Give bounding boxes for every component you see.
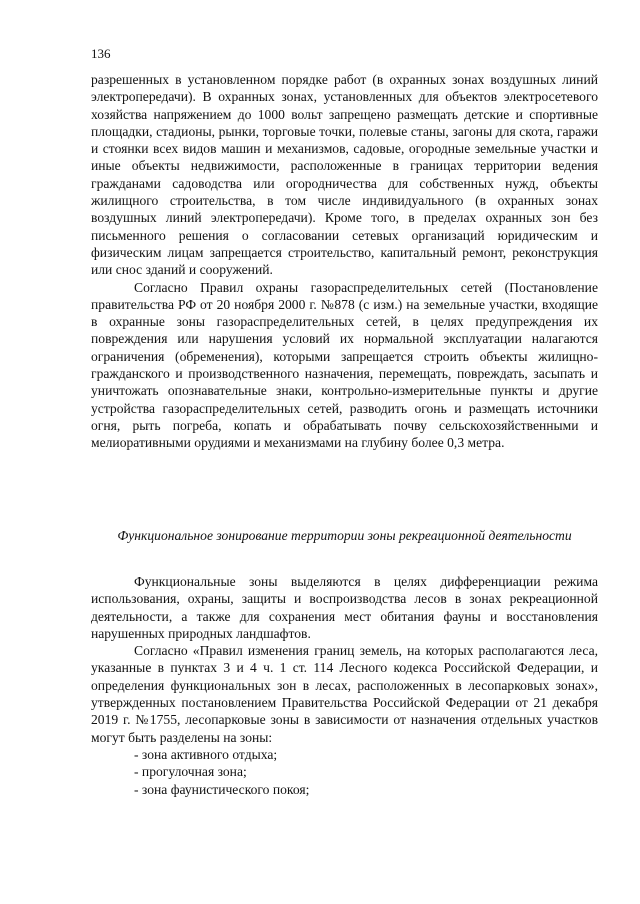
paragraph-power-lines: разрешенных в установленном порядке работ (в охранных зонах воздушных линий электропередачи). В охранных зонах, установленных для объектов электросетевого хозяйства напряжением до 1000 вольт запрещено размещать детские и спортивные площадки, стадионы, рынки, торговые точки, полевые станы, загоны для скота, гаражи и стоянки всех видов машин и механизмов, садовые, огородные земельные участки и иные объекты недвижимости, расположенные в границах территории ведения гражданами садоводства или огородничества для собственных нужд, объекты жилищного строительства, в том числе индивидуального (в охранных зонах воздушных линий электропередачи). Кроме того, в пределах охранных зон без письменного решения о согласовании сетевых организаций юридическим и физическим лицам запрещается строительство, капитальный ремонт, реконструкция или снос зданий и сооружений. [91, 72, 598, 278]
section-heading: Функциональное зонирование территории зоны рекреационной деятельности [117, 528, 572, 543]
paragraph-regulation: Согласно «Правил изменения границ земель, на которых располагаются леса, указанные в пунктах 3 и 4 ч. 1 ст. 114 Лесного кодекса Российской Федерации, и определения функциональных зон в лесах, расположенных в лесопарковых зонах», утвержденных постановлением Правительства Российской Федерации от 21 декабря 2019 г. №1755, лесопарковые зоны в зависимости от назначения отдельных участков могут быть разделены на зоны: [91, 643, 598, 745]
list-item: - зона активного отдыха; [134, 746, 278, 762]
paragraph-functional-zones: Функциональные зоны выделяются в целях дифференциации режима использования, охраны, защиты и воспроизводства лесов в зонах рекреационной деятельности, а также для сохранения мест обитания фауны и восстановления нарушенных природных ландшафтов. [91, 574, 598, 641]
zone-list [91, 746, 598, 798]
list-item: - зона фаунистического покоя; [134, 781, 310, 797]
page-number: 136 [91, 46, 111, 61]
text-block-top [91, 71, 598, 452]
text-block-bottom [91, 573, 598, 798]
list-item: - прогулочная зона; [134, 764, 247, 780]
paragraph-gas-networks: Согласно Правил охраны газораспределительных сетей (Постановление правительства РФ от 20 ноября 2000 г. №878 (с изм.) на земельные участки, входящие в охранные зоны газораспределительных сетей, в целях предупреждения их повреждения или нарушения условий их нормальной эксплуатации налагаются ограничения (обременения), которыми запрещается строить объекты жилищно-гражданского и производственного назначения, перемещать, повреждать, засыпать и уничтожать опознавательные знаки, контрольно-измерительные пункты и другие устройства газораспределительных сетей, разводить огонь и размещать источники огня, рыть погреба, копать и обрабатывать почву сельскохозяйственными и мелиоративными орудиями и механизмами на глубину более 0,3 метра. [91, 279, 598, 451]
